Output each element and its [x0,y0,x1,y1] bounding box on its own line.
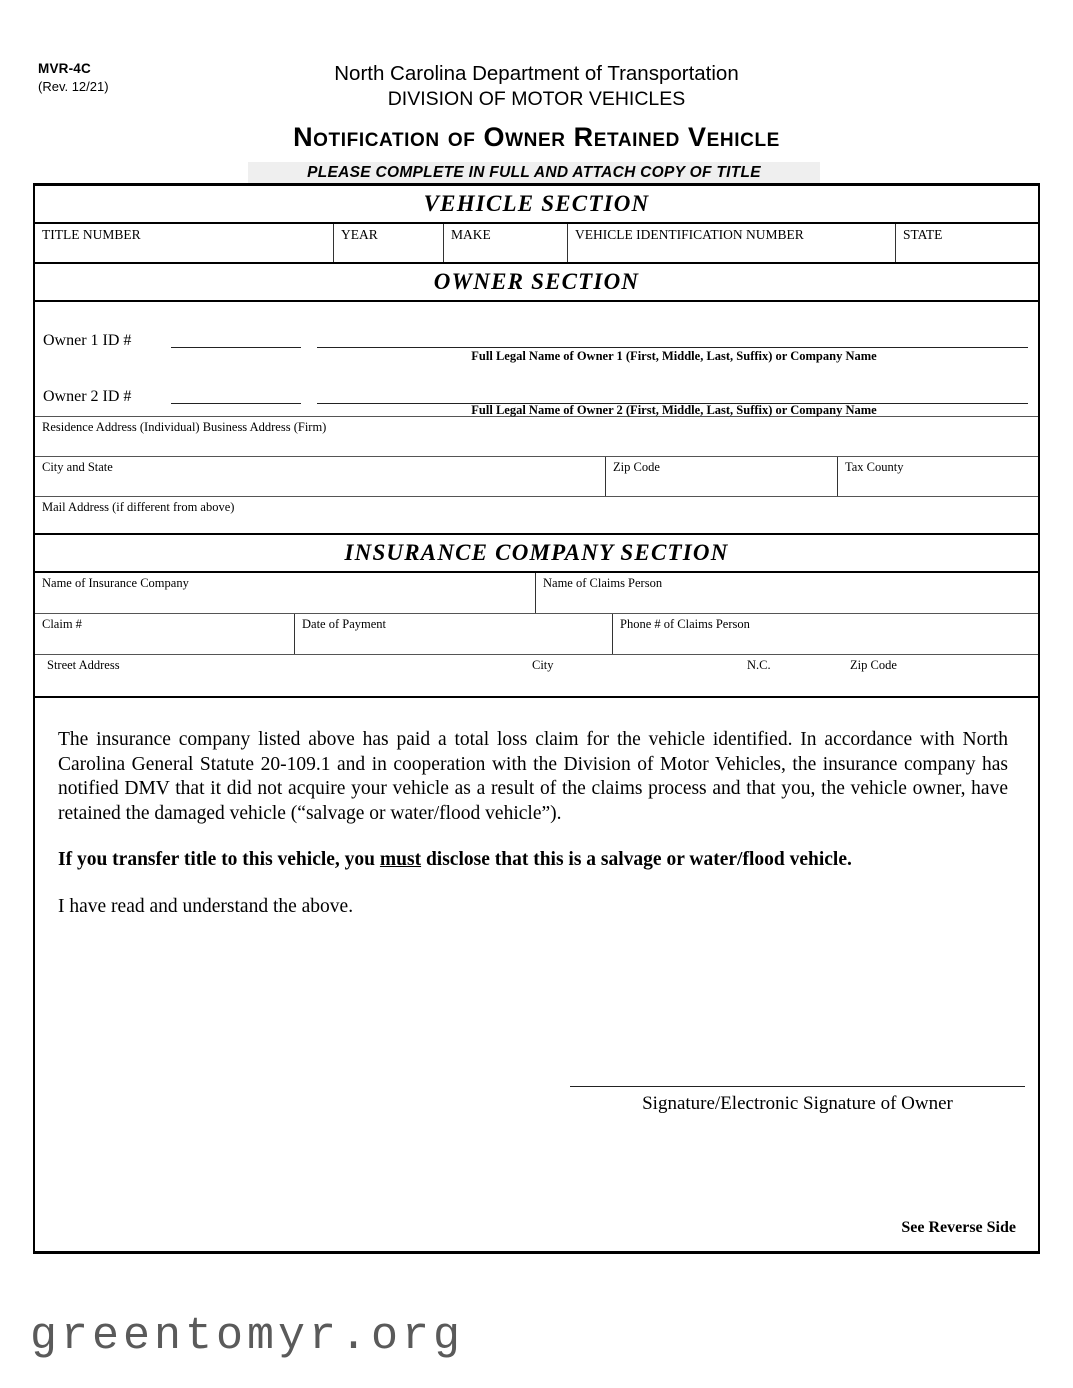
disclosure-paragraph-2 [58,848,1008,873]
field-insurance-zip[interactable] [843,655,1038,696]
field-state-label: STATE [903,227,943,242]
field-insurance-company-label: Name of Insurance Company [42,576,189,590]
owner2-name-caption: Full Legal Name of Owner 2 (First, Middle, Last, Suffix) or Company Name [471,403,877,417]
insurance-address-row [35,655,1038,698]
field-tax-county-label: Tax County [845,460,904,474]
owner1-id-label: Owner 1 ID # [43,332,132,349]
field-insurance-state-label: N.C. [747,658,771,672]
field-claim-number-label: Claim # [42,617,82,631]
owner1-row [35,302,1038,363]
city-zip-county-row [35,457,1038,497]
disclosure-paragraph-1: The insurance company listed above has paid a total loss claim for the vehicle identified. In accordance with North Carolina General Statute 20-109.1 and in cooperation with the Division of Motor Vehicles, the insurance company has notified DMV that it did not acquire your vehicle as a result of the claims process and that you, the vehicle owner, have retained the damaged vehicle (“salvage or water/flood vehicle”). [58,729,1008,824]
field-claim-number[interactable] [35,614,294,654]
field-insurance-state [740,655,843,696]
field-street-address[interactable] [35,655,525,696]
owner1-id-input[interactable] [171,347,301,348]
field-tax-county[interactable] [837,457,1038,496]
vehicle-section-title: VEHICLE SECTION [35,186,1038,224]
field-make[interactable] [443,224,567,262]
form-body [33,183,1040,1254]
disclosure-block [35,698,1038,1254]
form-code: MVR-4C [38,61,91,76]
mail-address-row [35,497,1038,535]
owner2-id-label: Owner 2 ID # [43,388,132,405]
field-residence-address-label: Residence Address (Individual) Business Address (Firm) [42,420,327,434]
owner1-name-caption: Full Legal Name of Owner 1 (First, Middle, Last, Suffix) or Company Name [471,349,877,363]
field-insurance-city[interactable] [525,655,740,696]
field-year[interactable] [333,224,443,262]
owner1-name-input[interactable] [317,347,1028,348]
residence-address-row [35,417,1038,457]
disclosure-paragraph-3: I have read and understand the above. [58,895,354,917]
field-street-address-label: Street Address [47,658,120,672]
field-date-of-payment[interactable] [294,614,612,654]
owner-section-title: OWNER SECTION [35,264,1038,302]
field-claims-person[interactable] [535,573,1038,613]
vehicle-fields-row [35,224,1038,264]
field-city-state-label: City and State [42,460,113,474]
field-insurance-city-label: City [532,658,554,672]
agency-name: North Carolina Department of Transportation [334,62,739,85]
claim-payment-phone-row [35,614,1038,655]
form-revision: (Rev. 12/21) [38,79,109,94]
field-make-label: MAKE [451,227,491,242]
disclosure-p2-part2: disclose that this is a salvage or water/flood vehicle. [421,849,852,870]
instruction-banner: PLEASE COMPLETE IN FULL AND ATTACH COPY OF TITLE [248,162,820,183]
page-title: Notification of Owner Retained Vehicle [293,122,780,152]
field-mail-address-label: Mail Address (if different from above) [42,500,235,514]
division-name: DIVISION OF MOTOR VEHICLES [387,88,686,110]
field-vin[interactable] [567,224,895,262]
field-city-state[interactable] [35,457,605,496]
see-reverse-side-note: See Reverse Side [901,1219,1016,1236]
field-residence-address[interactable] [35,417,1038,456]
document-header [0,0,1073,182]
signature-caption: Signature/Electronic Signature of Owner [642,1093,953,1114]
field-claims-person-label: Name of Claims Person [543,576,663,590]
field-mail-address[interactable] [35,497,1038,533]
disclosure-p2-part1: If you transfer title to this vehicle, you [58,849,380,870]
owner2-id-input[interactable] [171,403,301,404]
field-state[interactable] [895,224,1038,262]
field-zip-code[interactable] [605,457,837,496]
field-zip-code-label: Zip Code [613,460,660,474]
field-claims-phone-label: Phone # of Claims Person [620,617,750,631]
insurance-section-title: INSURANCE COMPANY SECTION [35,535,1038,573]
field-date-of-payment-label: Date of Payment [302,617,387,631]
field-title-number[interactable] [35,224,333,262]
field-claims-phone[interactable] [612,614,1038,654]
field-year-label: YEAR [341,227,378,242]
field-insurance-zip-label: Zip Code [850,658,897,672]
disclosure-p2-must: must [379,849,422,870]
site-watermark: greentomyr.org [30,1311,465,1362]
insurance-company-row [35,573,1038,614]
field-vin-label: VEHICLE IDENTIFICATION NUMBER [575,227,804,242]
owner2-row [35,360,1038,417]
field-insurance-company[interactable] [35,573,535,613]
field-title-number-label: TITLE NUMBER [42,227,141,242]
signature-area [570,1086,1025,1115]
